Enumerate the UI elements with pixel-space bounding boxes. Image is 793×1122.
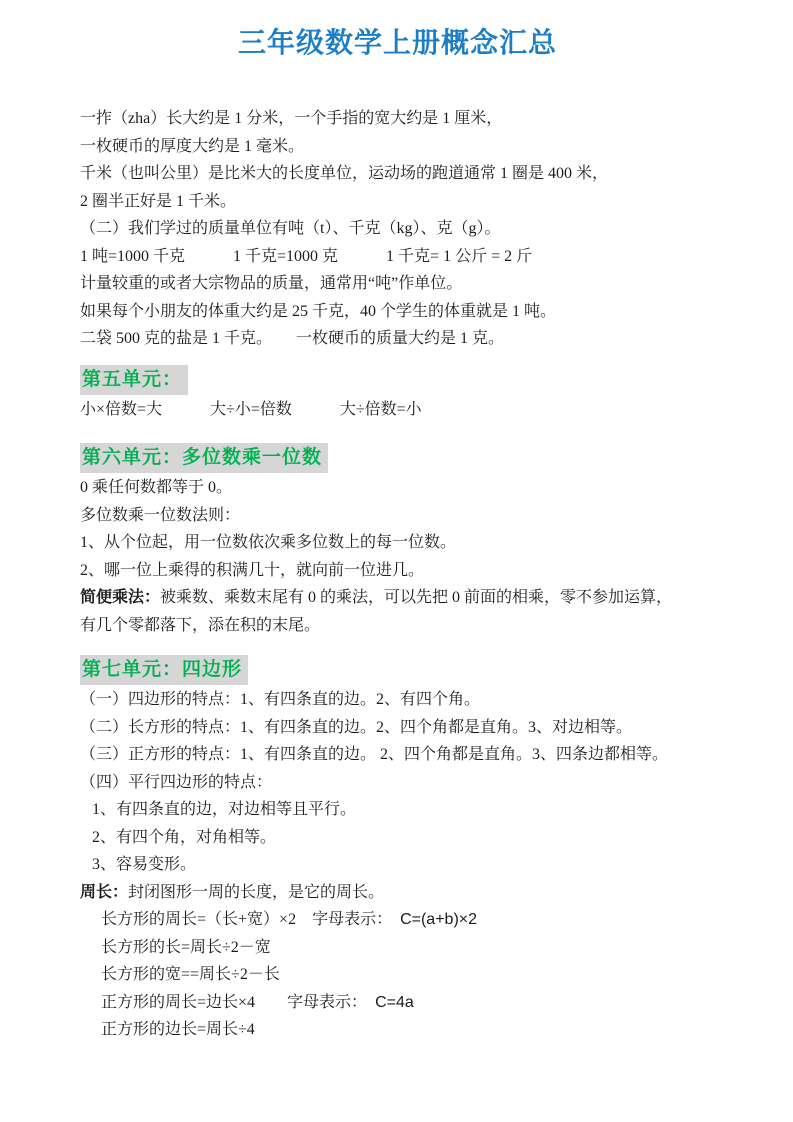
paragraph [80,961,715,989]
paragraph [80,769,715,797]
paragraph [80,714,715,742]
paragraph [80,298,715,326]
paragraph-text: 一枚硬币的厚度大约是 1 毫米。 [80,137,305,155]
paragraph-text: （一）四边形的特点：1、有四条直的边。2、有四个角。 [80,691,481,708]
paragraph-text: 2、有四个角，对角相等。 [92,828,277,846]
formula-latin: C=(a+b)×2 [400,911,478,928]
document-body [80,105,715,1044]
paragraph-text: 2、哪一位上乘得的积满几十，就向前一位进几。 [80,561,425,579]
paragraph-text: 小×倍数=大 大÷小=倍数 大÷倍数=小 [80,400,422,418]
paragraph [80,243,715,271]
paragraph [80,529,715,557]
paragraph [80,133,715,161]
section-header-text: 第七单元：四边形 [80,655,248,685]
paragraph [80,686,715,714]
paragraph-text: 被乘数、乘数末尾有 0 的乘法，可以先把 0 前面的相乘，零不参加运算， [160,589,673,606]
paragraph [80,474,715,502]
paragraph [80,851,715,879]
paragraph-text: （二）长方形的特点：1、有四条直的边。2、四个角都是直角。3、对边相等。 [80,718,633,736]
paragraph [80,557,715,585]
paragraph-text: 1、有四条直的边，对边相等且平行。 [92,801,357,818]
paragraph-text: 1 吨=1000 千克 1 千克=1000 克 1 千克= 1 公斤 = 2 斤 [80,247,533,265]
paragraph-text: （二）我们学过的质量单位有吨（t）、千克（kg）、克（g）。 [80,220,501,237]
formula-latin: C=4a [375,993,414,1011]
paragraph-text: 多位数乘一位数法则： [80,506,241,524]
paragraph-text: 如果每个小朋友的体重大约是 25 千克，40 个学生的体重就是 1 吨。 [80,302,557,320]
paragraph [80,934,715,962]
paragraph-text: 有几个零都落下，添在积的末尾。 [80,616,321,634]
paragraph [80,796,715,824]
section-header-text: 第五单元： [80,365,188,395]
paragraph-text: 正方形的边长=周长÷4 [101,1021,255,1038]
paragraph [80,396,715,424]
paragraph-text: 长方形的长=周长÷2－宽 [101,938,271,956]
paragraph [80,879,715,907]
paragraph-text: 2 圈半正好是 1 千米。 [80,192,237,210]
paragraph-text: 二袋 500 克的盐是 1 千克。 一枚硬币的质量大约是 1 克。 [80,330,505,347]
paragraph [80,325,715,353]
paragraph [80,270,715,298]
section-header-text: 第六单元：多位数乘一位数 [80,443,328,473]
page-title: 三年级数学上册概念汇总 [237,27,557,58]
paragraph [80,215,715,243]
section-header [80,655,715,686]
paragraph [80,906,715,934]
paragraph-text: （四）平行四边形的特点： [80,773,273,791]
paragraph-text: 长方形的宽==周长÷2－长 [101,966,280,983]
paragraph-text: 3、容易变形。 [92,856,197,873]
paragraph-text: 长方形的周长=（长+宽）×2 字母表示： [101,911,401,928]
paragraph-text: 1、从个位起，用一位数依次乘多位数上的每一位数。 [80,534,457,551]
paragraph [80,741,715,769]
paragraph [80,824,715,852]
paragraph-text: 计量较重的或者大宗物品的质量，通常用“吨”作单位。 [80,275,463,292]
paragraph [80,989,715,1017]
paragraph-text: （三）正方形的特点：1、有四条直的边。 2、四个角都是直角。3、四条边都相等。 [80,746,669,763]
section-header [80,443,715,474]
bold-lead: 周长： [80,883,129,901]
paragraph-text: 千米（也叫公里）是比米大的长度单位，运动场的跑道通常 1 圈是 400 米， [80,165,609,182]
paragraph [80,584,715,612]
paragraph-text: 一拃（zha）长大约是 1 分米，一个手指的宽大约是 1 厘米， [80,110,503,127]
bold-lead: 简便乘法： [80,589,161,606]
paragraph [80,1016,715,1044]
paragraph [80,160,715,188]
paragraph [80,105,715,133]
paragraph [80,188,715,216]
paragraph-text: 封闭图形一周的长度，是它的周长。 [128,883,385,901]
paragraph [80,502,715,530]
paragraph-text: 0 乘任何数都等于 0。 [80,479,233,496]
paragraph-text: 正方形的周长=边长×4 字母表示： [101,993,376,1011]
section-header [80,365,715,396]
paragraph [80,612,715,640]
